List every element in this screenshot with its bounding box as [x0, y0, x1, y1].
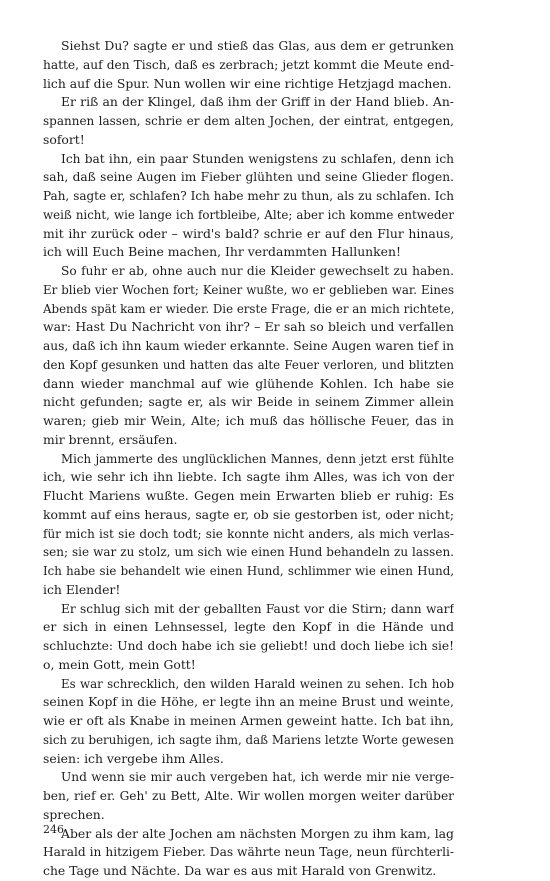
text-line: ich, wie sehr ich ihn liebte. Ich sagte ihm Alles, was ich von der: [43, 469, 454, 485]
text-line: Er schlug sich mit der geballten Faust vor die Stirn; dann warf: [61, 601, 454, 616]
text-line: nicht gefunden; sagte er, als wir Beide in seinem Zimmer allein: [43, 394, 454, 410]
text-line: hatte, auf den Tisch, daß es zerbrach; jetzt kommt die Meute end-: [43, 57, 454, 72]
paragraph: [43, 37, 454, 93]
text-line: lich auf die Spur. Nun wollen wir eine richtige Hetzjagd machen.: [43, 75, 452, 91]
text-line: dann wieder manchmal auf wie glühende Kohlen. Ich habe sie: [43, 375, 454, 391]
page-number: 246: [43, 823, 64, 836]
text-line: kommt auf eins heraus, sagte er, ob sie gestorben ist, oder nicht;: [43, 506, 454, 522]
text-line: Pah, sagte er, schlafen? Ich habe mehr zu thun, als zu schlafen. Ich: [43, 189, 454, 203]
text-line: Er riß an der Klingel, daß ihm der Griff in der Hand blieb. An-: [61, 94, 454, 110]
text-line: che Tage und Nächte. Da war es aus mit Harald von Grenwitz.: [43, 863, 437, 878]
text-line: Abends spät kam er wieder. Die erste Frage, die er an mich richtete,: [43, 301, 454, 316]
paragraph: [43, 93, 454, 149]
text-line: seinen Kopf in die Höhe, er legte ihn an meine Brust und weinte,: [43, 694, 454, 710]
text-line: Mich jammerte des unglücklichen Mannes, denn jetzt erst fühlte: [61, 451, 454, 466]
paragraph: [43, 150, 454, 263]
text-line: ich Elender!: [43, 581, 121, 597]
text-line: sprechen.: [43, 806, 105, 822]
text-line: Er blieb vier Wochen fort; Keiner wußte, wo er geblieben war. Eines: [43, 282, 454, 297]
text-line: wie er oft als Knabe in meinen Armen geweint hatte. Ich bat ihn,: [43, 713, 454, 728]
text-line: So fuhr er ab, ohne auch nur die Kleider gewechselt zu haben.: [61, 264, 454, 278]
text-line: ich will Euch Beine machen, Ihr verdammten Hallunken!: [43, 244, 401, 260]
text-line: Ich bat ihn, ein paar Stunden wenigstens zu schlafen, denn ich: [61, 151, 454, 166]
text-line: o, mein Gott, mein Gott!: [43, 656, 196, 672]
text-line: waren; gieb mir Wein, Alte; ich muß das höllische Feuer, das in: [43, 413, 454, 428]
text-line: ben, rief er. Geh' zu Bett, Alte. Wir wollen morgen weiter darüber: [43, 789, 454, 803]
paragraph: [43, 768, 454, 824]
text-line: mir brennt, ersäufen.: [43, 431, 178, 447]
paragraph: [43, 675, 454, 769]
paragraph: [43, 600, 454, 675]
book-page-text: [43, 37, 454, 881]
text-line: spannen lassen, schrie er dem alten Jochen, der eintrat, entgegen,: [43, 114, 454, 128]
text-line: sah, daß seine Augen im Fieber glühten und seine Glieder flogen.: [43, 170, 454, 185]
text-line: sich zu beruhigen, ich sagte ihm, daß Mariens letzte Worte gewesen: [43, 732, 454, 747]
text-line: er sich in einen Lehnsessel, legte den Kopf in die Hände und: [43, 619, 454, 635]
text-line: Ich habe sie behandelt wie einen Hund, schlimmer wie einen Hund,: [43, 564, 454, 578]
text-line: sen; sie war zu stolz, um sich wie einen Hund behandeln zu lassen.: [43, 545, 454, 560]
text-line: seien: ich vergebe ihm Alles.: [43, 750, 224, 766]
text-line: Harald in hitzigem Fieber. Das währte neun Tage, neun fürchterli-: [43, 845, 454, 860]
text-line: Es war schrecklich, den wilden Harald weinen zu sehen. Ich hob: [61, 676, 454, 691]
text-line: für mich ist sie doch todt; sie konnte nicht anders, als mich verlas-: [43, 526, 454, 541]
text-line: war: Hast Du Nachricht von ihr? – Er sah so bleich und verfallen: [43, 319, 454, 335]
text-line: Siehst Du? sagte er und stieß das Glas, aus dem er getrunken: [61, 38, 454, 53]
text-line: aus, daß ich ihn kaum wieder erkannte. Seine Augen waren tief in: [43, 339, 454, 353]
text-line: schluchzte: Und doch habe ich sie geliebt! und doch liebe ich sie!: [43, 639, 454, 653]
text-line: Aber als der alte Jochen am nächsten Morgen zu ihm kam, lag: [61, 825, 454, 841]
text-line: weiß nicht, wie lange ich fortbleibe, Alte; aber ich komme entweder: [43, 207, 454, 222]
paragraph: [43, 450, 454, 600]
paragraph: [43, 262, 454, 450]
paragraph: [43, 825, 454, 881]
text-line: Und wenn sie mir auch vergeben hat, ich werde mir nie verge-: [61, 770, 454, 785]
text-line: mit ihr zurück oder – wird's bald? schrie er auf den Flur hinaus,: [43, 225, 454, 241]
text-line: den Kopf gesunken und hatten das alte Feuer verloren, und blitzten: [43, 357, 454, 372]
text-line: Flucht Mariens wußte. Gegen mein Erwarten blieb er ruhig: Es: [43, 488, 454, 503]
text-line: sofort!: [43, 131, 85, 147]
